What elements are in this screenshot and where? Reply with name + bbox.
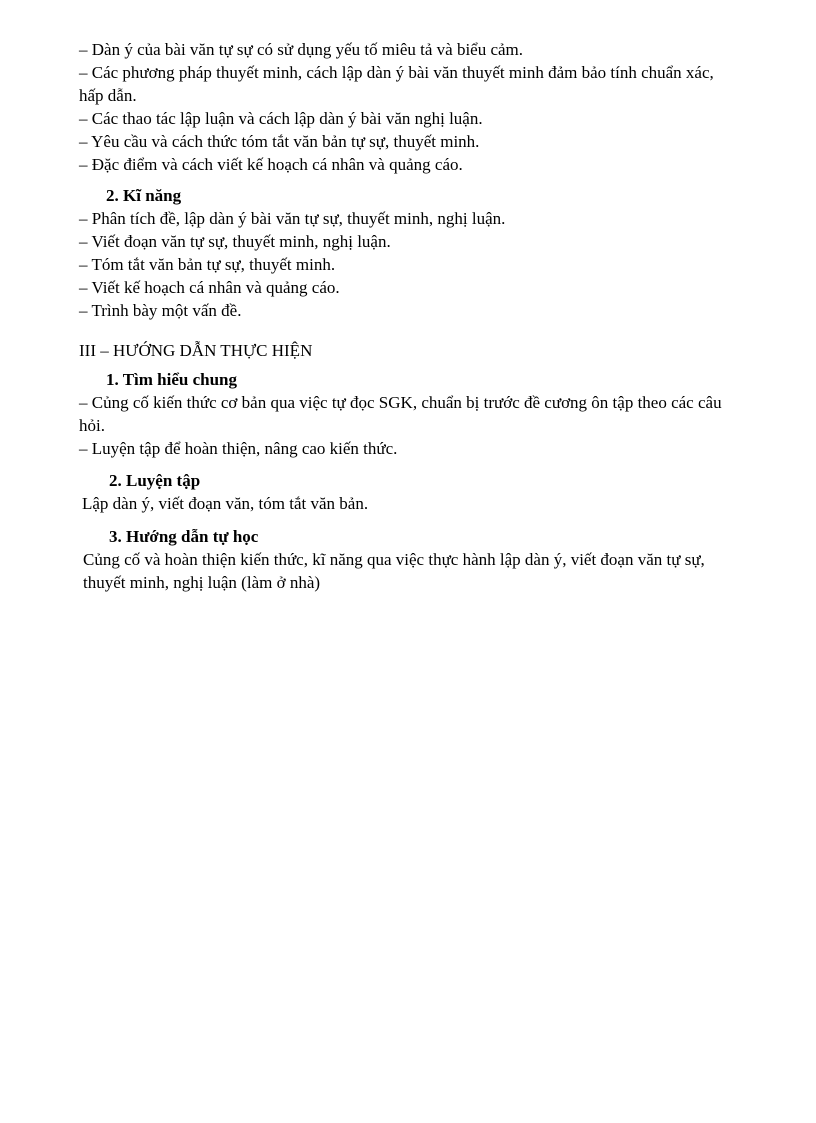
knowledge-item-2: – Các phương pháp thuyết minh, cách lập dàn ý bài văn thuyết minh đảm bảo tính chuẩn xác, hấp dẫn. [79, 63, 714, 105]
skills-heading: 2. Kĩ năng [106, 186, 182, 205]
selfstudy-text: Củng cố và hoàn thiện kiến thức, kĩ năng qua việc thực hành lập dàn ý, viết đoạn văn tự sự, thuyết minh, nghị luận (làm ở nhà) [83, 550, 705, 592]
general-item-1: – Củng cố kiến thức cơ bản qua việc tự đọc SGK, chuẩn bị trước đề cương ôn tập theo các câu hỏi. [79, 393, 722, 435]
skill-item-3: – Tóm tắt văn bản tự sự, thuyết minh. [79, 255, 336, 274]
practice-text: Lập dàn ý, viết đoạn văn, tóm tắt văn bản. [82, 494, 369, 513]
section-title: III – HƯỚNG DẪN THỰC HIỆN [79, 341, 313, 360]
general-heading: 1. Tìm hiểu chung [106, 370, 238, 389]
skill-item-5: – Trình bày một vấn đề. [79, 301, 242, 320]
knowledge-item-1: – Dàn ý của bài văn tự sự có sử dụng yếu tố miêu tả và biểu cảm. [79, 40, 524, 59]
skill-item-1: – Phân tích đề, lập dàn ý bài văn tự sự, thuyết minh, nghị luận. [79, 209, 506, 228]
knowledge-item-3: – Các thao tác lập luận và cách lập dàn ý bài văn nghị luận. [79, 109, 483, 128]
knowledge-item-4: – Yêu cầu và cách thức tóm tắt văn bản tự sự, thuyết minh. [79, 132, 480, 151]
document-content [79, 38, 739, 594]
practice-heading: 2. Luyện tập [109, 471, 201, 490]
skill-item-2: – Viết đoạn văn tự sự, thuyết minh, nghị luận. [79, 232, 391, 251]
selfstudy-heading: 3. Hướng dẫn tự học [109, 527, 259, 546]
general-item-2: – Luyện tập để hoàn thiện, nâng cao kiến thức. [79, 439, 398, 458]
skill-item-4: – Viết kế hoạch cá nhân và quảng cáo. [79, 278, 340, 297]
knowledge-item-5: – Đặc điểm và cách viết kế hoạch cá nhân và quảng cáo. [79, 155, 463, 174]
